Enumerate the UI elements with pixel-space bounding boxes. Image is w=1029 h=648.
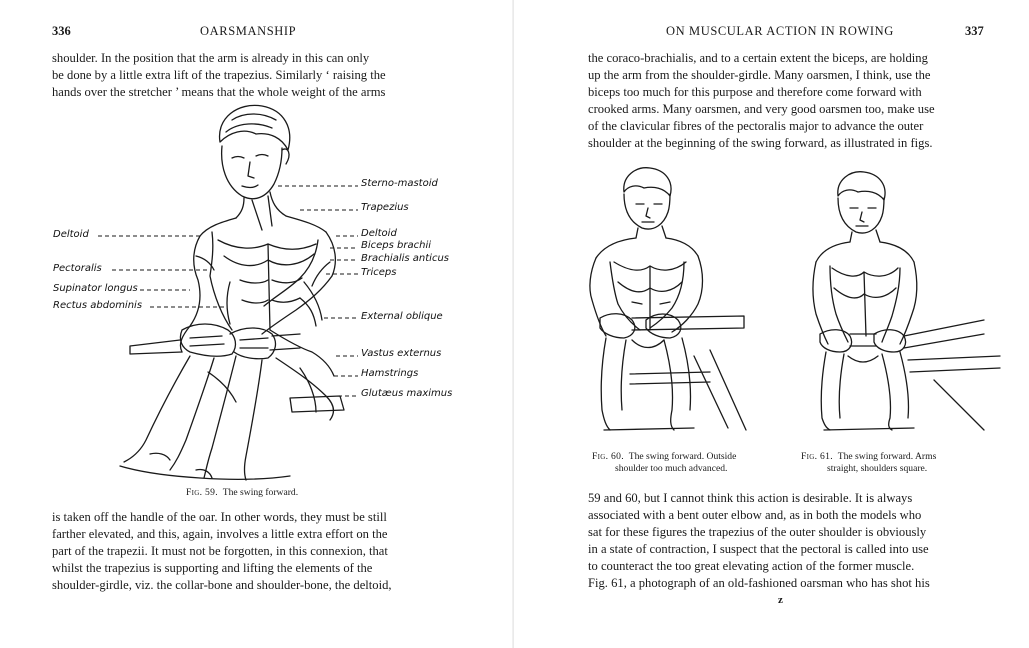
text-line: shoulder. In the position that the arm is already in this can only [52,51,370,65]
label-rectus-abdominis: Rectus abdominis [53,300,143,311]
label-trapezius: Trapezius [361,202,409,213]
label-deltoid-right: Deltoid [361,228,397,239]
text-line: whilst the trapezius is supporting and lifting the elements of the [52,561,373,575]
figure-61-caption-line1 [801,451,936,462]
text-line: farther elevated, and this, again, involves a little extra effort on the [52,527,388,541]
text-line: part of the trapezii. It must not be forgotten, in this connexion, that [52,544,388,558]
text-line: shoulder at the beginning of the swing forward, as illustrated in figs. [588,136,933,150]
label-biceps-brachii: Biceps brachii [361,240,432,251]
label-deltoid: Deltoid [53,229,89,240]
text-line: shoulder-girdle, viz. the collar-bone and shoulder-bone, the deltoid, [52,578,392,592]
text-line: hands over the stretcher ’ means that the whole weight of the arms [52,85,386,99]
page-number: 337 [965,24,984,38]
figure-60-caption-text: The swing forward. Outside [628,451,737,462]
text-line: crooked arms. Many oarsmen, and very good oarsmen too, make use [588,102,935,116]
text-line: sat for these figures the trapezius of the outer shoulder is obviously [588,525,927,539]
running-head: OARSMANSHIP [200,24,297,38]
figure-caption-text: The swing forward. [222,487,299,498]
figure-61-caption-line2: straight, shoulders square. [827,463,928,474]
left-page [0,0,514,648]
label-hamstrings: Hamstrings [361,368,419,379]
page-number: 336 [52,24,71,38]
figure-61-number: Fig. 61. [801,451,833,462]
figure-number: Fig. 59. [186,487,218,498]
text-line: be done by a little extra lift of the trapezius. Similarly ‘ raising the [52,68,386,82]
text-line: in a state of contraction, I suspect that the pectoral is called into use [588,542,929,556]
figure-60-caption-line2: shoulder too much advanced. [615,463,728,474]
signature-mark: z [778,594,783,606]
text-line: up the arm from the shoulder-girdle. Many oarsmen, I think, use the [588,68,931,82]
label-sterno-mastoid: Sterno-mastoid [361,178,438,189]
figure-caption [186,487,298,498]
text-line: biceps too much for this purpose and therefore come forward with [588,85,922,99]
text-line: the coraco-brachialis, and to a certain extent the biceps, are holding [588,51,928,65]
text-line: is taken off the handle of the oar. In other words, they must be still [52,510,387,524]
text-line: 59 and 60, but I cannot think this action is desirable. It is always [588,491,913,505]
figure-60-number: Fig. 60. [592,451,624,462]
running-head: ON MUSCULAR ACTION IN ROWING [666,24,894,38]
figure-60-caption-line1 [592,451,736,462]
text-line: to counteract the too great elevating action of the former muscle. [588,559,915,573]
text-line: Fig. 61, a photograph of an old-fashioned oarsman who has shot his [588,576,930,590]
anatomical-rower-illustration [0,0,514,500]
figure-61-caption-text: The swing forward. Arms [837,451,937,462]
right-page [514,0,1029,648]
label-glutaeus-maximus: Glutæus maximus [361,388,453,399]
label-external-oblique: External oblique [361,311,443,322]
label-brachialis-anticus: Brachialis anticus [361,253,449,264]
label-supinator-longus: Supinator longus [53,283,138,294]
text-line: of the clavicular fibres of the pectoralis major to advance the outer [588,119,924,133]
label-vastus-externus: Vastus externus [361,348,442,359]
label-pectoralis: Pectoralis [53,263,102,274]
label-triceps: Triceps [361,267,397,278]
text-line: associated with a bent outer elbow and, as in both the models who [588,508,922,522]
rower-illustration-arms-straight [514,0,1029,460]
